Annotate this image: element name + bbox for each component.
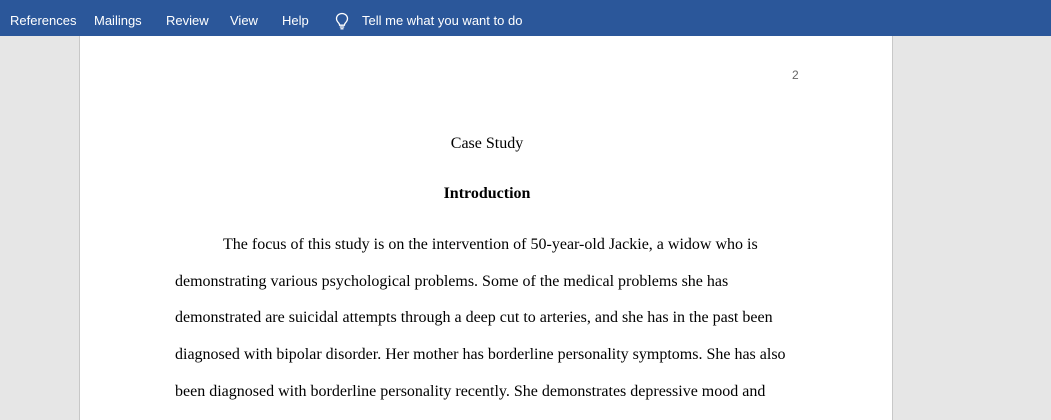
paragraph-line: diagnosed with bipolar disorder. Her mother has borderline personality symptoms. She has also — [175, 346, 786, 363]
tell-me-label: Tell me what you want to do — [362, 13, 523, 28]
tab-references[interactable]: References — [10, 13, 77, 28]
document-page[interactable] — [79, 36, 893, 420]
section-heading: Introduction — [443, 185, 531, 202]
ribbon-tab-bar — [0, 0, 1051, 36]
paragraph-line: demonstrated are suicidal attempts through a deep cut to arteries, and she has in the past been — [175, 309, 773, 326]
page-number: 2 — [792, 68, 799, 82]
tell-me-search[interactable] — [334, 0, 534, 36]
tab-mailings[interactable]: Mailings — [94, 13, 142, 28]
tab-review[interactable]: Review — [166, 13, 209, 28]
tab-help[interactable]: Help — [282, 13, 309, 28]
lightbulb-icon — [334, 12, 350, 30]
paragraph-line: demonstrating various psychological problems. Some of the medical problems she has — [175, 273, 729, 290]
paragraph-line: The focus of this study is on the intervention of 50-year-old Jackie, a widow who is — [223, 236, 758, 253]
tab-view[interactable]: View — [230, 13, 258, 28]
paragraph-line: been diagnosed with borderline personality recently. She demonstrates depressive mood and — [175, 383, 766, 400]
document-title: Case Study — [450, 135, 524, 152]
